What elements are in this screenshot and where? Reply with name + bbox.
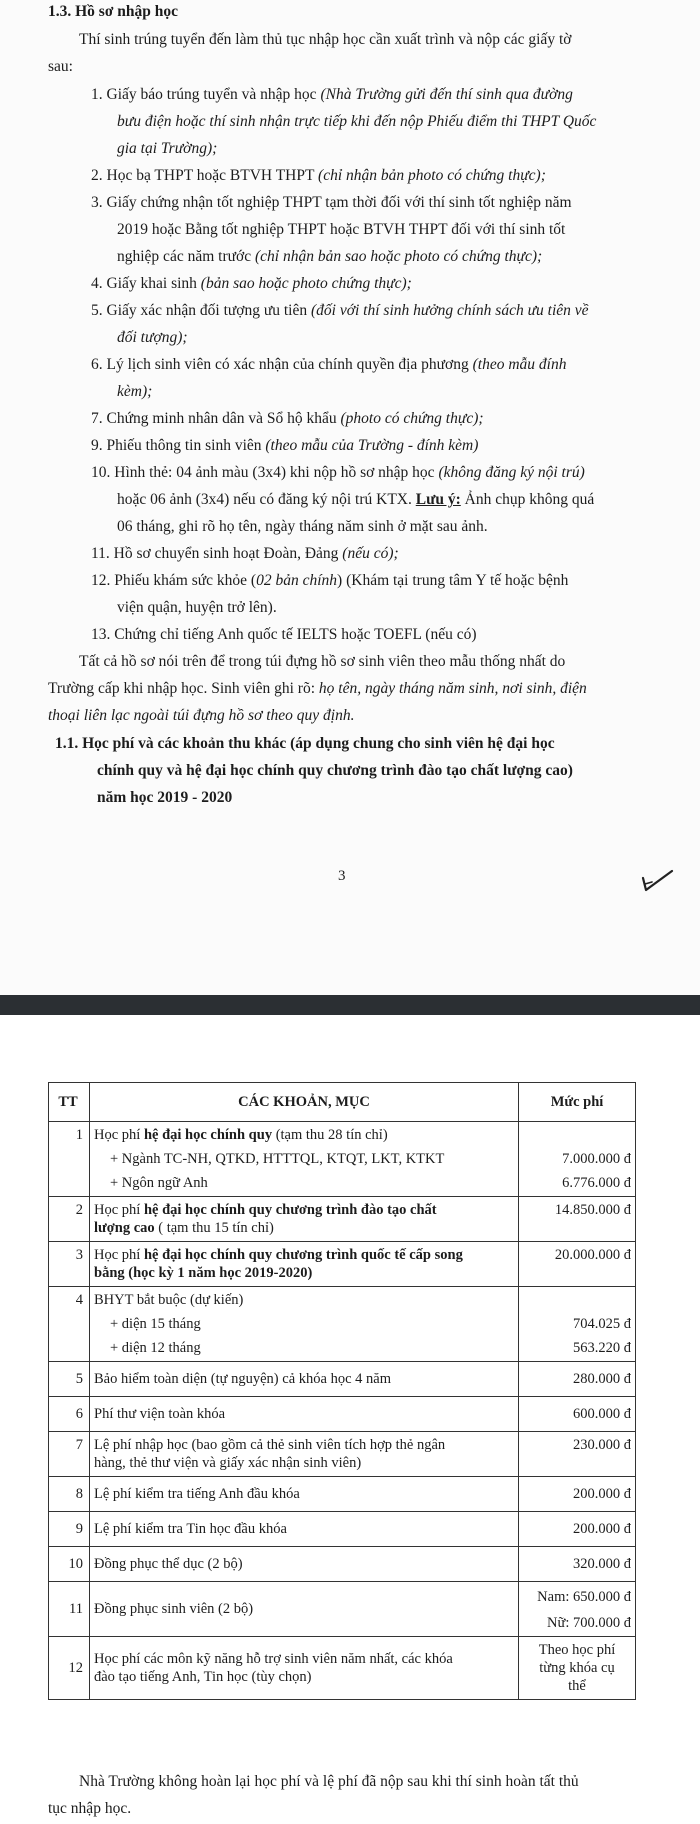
list-item: 9. Phiếu thông tin sinh viên (theo mẫu của Trường - đính kèm) <box>91 437 479 454</box>
list-item-cont: đối tượng); <box>117 329 188 346</box>
list-item: 6. Lý lịch sinh viên có xác nhận của chính quyền địa phương (theo mẫu đính <box>91 356 567 373</box>
section-heading: 1.3. Hồ sơ nhập học <box>48 3 179 20</box>
row-number: 6 <box>49 1397 90 1432</box>
row-number: 1 <box>49 1122 90 1197</box>
row-fee: 320.000 đ <box>519 1547 636 1582</box>
intro-text: Thí sinh trúng tuyển đến làm thủ tục nhập học cần xuất trình và nộp các giấy tờ <box>79 31 572 48</box>
list-item: 1. Giấy báo trúng tuyển và nhập học (Nhà Trường gửi đến thí sinh qua đường <box>91 86 573 103</box>
header-item: CÁC KHOẢN, MỤC <box>90 1083 519 1122</box>
row-item: BHYT bắt buộc (dự kiến) + diện 15 tháng + diện 12 tháng <box>90 1287 519 1362</box>
fee-table <box>48 1082 636 1700</box>
row-item: Học phí hệ đại học chính quy chương trình đào tạo chất lượng cao ( tạm thu 15 tín chỉ) <box>90 1197 519 1242</box>
page-number: 3 <box>338 868 346 884</box>
row-item: Lệ phí nhập học (bao gồm cả thẻ sinh viên tích hợp thẻ ngân hàng, thẻ thư viện và giấy xác nhận sinh viên) <box>90 1432 519 1477</box>
row-item: Đồng phục thể dục (2 bộ) <box>90 1547 519 1582</box>
list-item: 7. Chứng minh nhân dân và Sổ hộ khẩu (photo có chứng thực); <box>91 410 484 427</box>
list-item-cont: 06 tháng, ghi rõ họ tên, ngày tháng năm sinh ở mặt sau ảnh. <box>117 518 488 535</box>
table-row <box>49 1582 636 1637</box>
table-row <box>49 1287 636 1362</box>
list-item: 12. Phiếu khám sức khỏe (02 bản chính) (Khám tại trung tâm Y tế hoặc bệnh <box>91 572 569 589</box>
row-item: Đồng phục sinh viên (2 bộ) <box>90 1582 519 1637</box>
row-number: 9 <box>49 1512 90 1547</box>
fee-section-heading-cont: năm học 2019 - 2020 <box>97 789 233 806</box>
list-item: 11. Hồ sơ chuyển sinh hoạt Đoàn, Đảng (nếu có); <box>91 545 399 562</box>
intro-text-cont: sau: <box>48 58 73 75</box>
table-row <box>49 1362 636 1397</box>
row-item: Lệ phí kiểm tra Tin học đầu khóa <box>90 1512 519 1547</box>
row-number: 5 <box>49 1362 90 1397</box>
row-number: 7 <box>49 1432 90 1477</box>
table-row <box>49 1397 636 1432</box>
table-row <box>49 1432 636 1477</box>
list-item-cont: nghiệp các năm trước (chỉ nhận bản sao hoặc photo có chứng thực); <box>117 248 543 265</box>
list-item-cont: kèm); <box>117 383 153 400</box>
row-item: Học phí hệ đại học chính quy (tạm thu 28 tín chỉ) + Ngành TC-NH, QTKD, HTTTQL, KTQT, LKT, KTKT + Ngôn ngữ Anh <box>90 1122 519 1197</box>
list-item: 5. Giấy xác nhận đối tượng ưu tiên (đối với thí sinh hưởng chính sách ưu tiên về <box>91 302 589 319</box>
handwritten-check-mark <box>640 868 676 892</box>
list-item-cont: 2019 hoặc Bằng tốt nghiệp THPT hoặc BTVH THPT đối với thí sinh tốt <box>117 221 566 238</box>
fee-section-heading-cont: chính quy và hệ đại học chính quy chương trình đào tạo chất lượng cao) <box>97 762 573 779</box>
list-item-cont: viện quận, huyện trở lên). <box>117 599 277 616</box>
footer-note: Nhà Trường không hoàn lại học phí và lệ phí đã nộp sau khi thí sinh hoàn tất thủ <box>79 1773 579 1790</box>
table-header-row <box>49 1083 636 1122</box>
row-fee: 200.000 đ <box>519 1512 636 1547</box>
header-fee: Mức phí <box>519 1083 636 1122</box>
closing-paragraph-cont: Trường cấp khi nhập học. Sinh viên ghi rõ: họ tên, ngày tháng năm sinh, nơi sinh, điện <box>48 680 587 697</box>
table-row <box>49 1242 636 1287</box>
table-row <box>49 1197 636 1242</box>
row-fee: 7.000.000 đ 6.776.000 đ <box>519 1122 636 1197</box>
list-item-cont: bưu điện hoặc thí sinh nhận trực tiếp khi đến nộp Phiếu điểm thi THPT Quốc <box>117 113 597 130</box>
row-fee: 200.000 đ <box>519 1477 636 1512</box>
row-fee: Nam: 650.000 đ Nữ: 700.000 đ <box>519 1582 636 1637</box>
closing-paragraph-cont: thoại liên lạc ngoài túi đựng hồ sơ theo quy định. <box>48 707 355 724</box>
list-item: 3. Giấy chứng nhận tốt nghiệp THPT tạm thời đối với thí sinh tốt nghiệp năm <box>91 194 572 211</box>
row-fee: 704.025 đ 563.220 đ <box>519 1287 636 1362</box>
row-number: 3 <box>49 1242 90 1287</box>
table-row <box>49 1637 636 1700</box>
list-item: 10. Hình thẻ: 04 ảnh màu (3x4) khi nộp hồ sơ nhập học (không đăng ký nội trú) <box>91 464 585 481</box>
page-separator <box>0 995 700 1015</box>
row-item: Lệ phí kiểm tra tiếng Anh đầu khóa <box>90 1477 519 1512</box>
footer-note-cont: tục nhập học. <box>48 1800 132 1817</box>
table-row <box>49 1512 636 1547</box>
row-number: 12 <box>49 1637 90 1700</box>
list-item-cont: hoặc 06 ảnh (3x4) nếu có đăng ký nội trú KTX. Lưu ý: Ảnh chụp không quá <box>117 491 595 508</box>
row-number: 8 <box>49 1477 90 1512</box>
list-item: 4. Giấy khai sinh (bản sao hoặc photo chứng thực); <box>91 275 412 292</box>
fee-section-heading: 1.1. Học phí và các khoản thu khác (áp dụng chung cho sinh viên hệ đại học <box>55 735 555 752</box>
row-number: 11 <box>49 1582 90 1637</box>
closing-paragraph: Tất cả hồ sơ nói trên để trong túi đựng hồ sơ sinh viên theo mẫu thống nhất do <box>79 653 566 670</box>
list-item: 2. Học bạ THPT hoặc BTVH THPT (chỉ nhận bản photo có chứng thực); <box>91 167 546 184</box>
row-item: Học phí hệ đại học chính quy chương trình quốc tế cấp song bằng (học kỳ 1 năm học 2019-2020) <box>90 1242 519 1287</box>
row-fee: 20.000.000 đ <box>519 1242 636 1287</box>
row-fee: 230.000 đ <box>519 1432 636 1477</box>
list-item-cont: gia tại Trường); <box>117 140 218 157</box>
list-item: 13. Chứng chỉ tiếng Anh quốc tế IELTS hoặc TOEFL (nếu có) <box>91 626 477 643</box>
table-row <box>49 1122 636 1197</box>
row-number: 10 <box>49 1547 90 1582</box>
row-fee: Theo học phí từng khóa cụ thể <box>519 1637 636 1700</box>
row-fee: 600.000 đ <box>519 1397 636 1432</box>
table-row <box>49 1547 636 1582</box>
row-item: Bảo hiểm toàn diện (tự nguyện) cả khóa học 4 năm <box>90 1362 519 1397</box>
header-tt: TT <box>49 1083 90 1122</box>
row-fee: 280.000 đ <box>519 1362 636 1397</box>
row-item: Học phí các môn kỹ năng hỗ trợ sinh viên năm nhất, các khóa đào tạo tiếng Anh, Tin học (tùy chọn) <box>90 1637 519 1700</box>
row-number: 4 <box>49 1287 90 1362</box>
row-item: Phí thư viện toàn khóa <box>90 1397 519 1432</box>
row-number: 2 <box>49 1197 90 1242</box>
table-row <box>49 1477 636 1512</box>
row-fee: 14.850.000 đ <box>519 1197 636 1242</box>
